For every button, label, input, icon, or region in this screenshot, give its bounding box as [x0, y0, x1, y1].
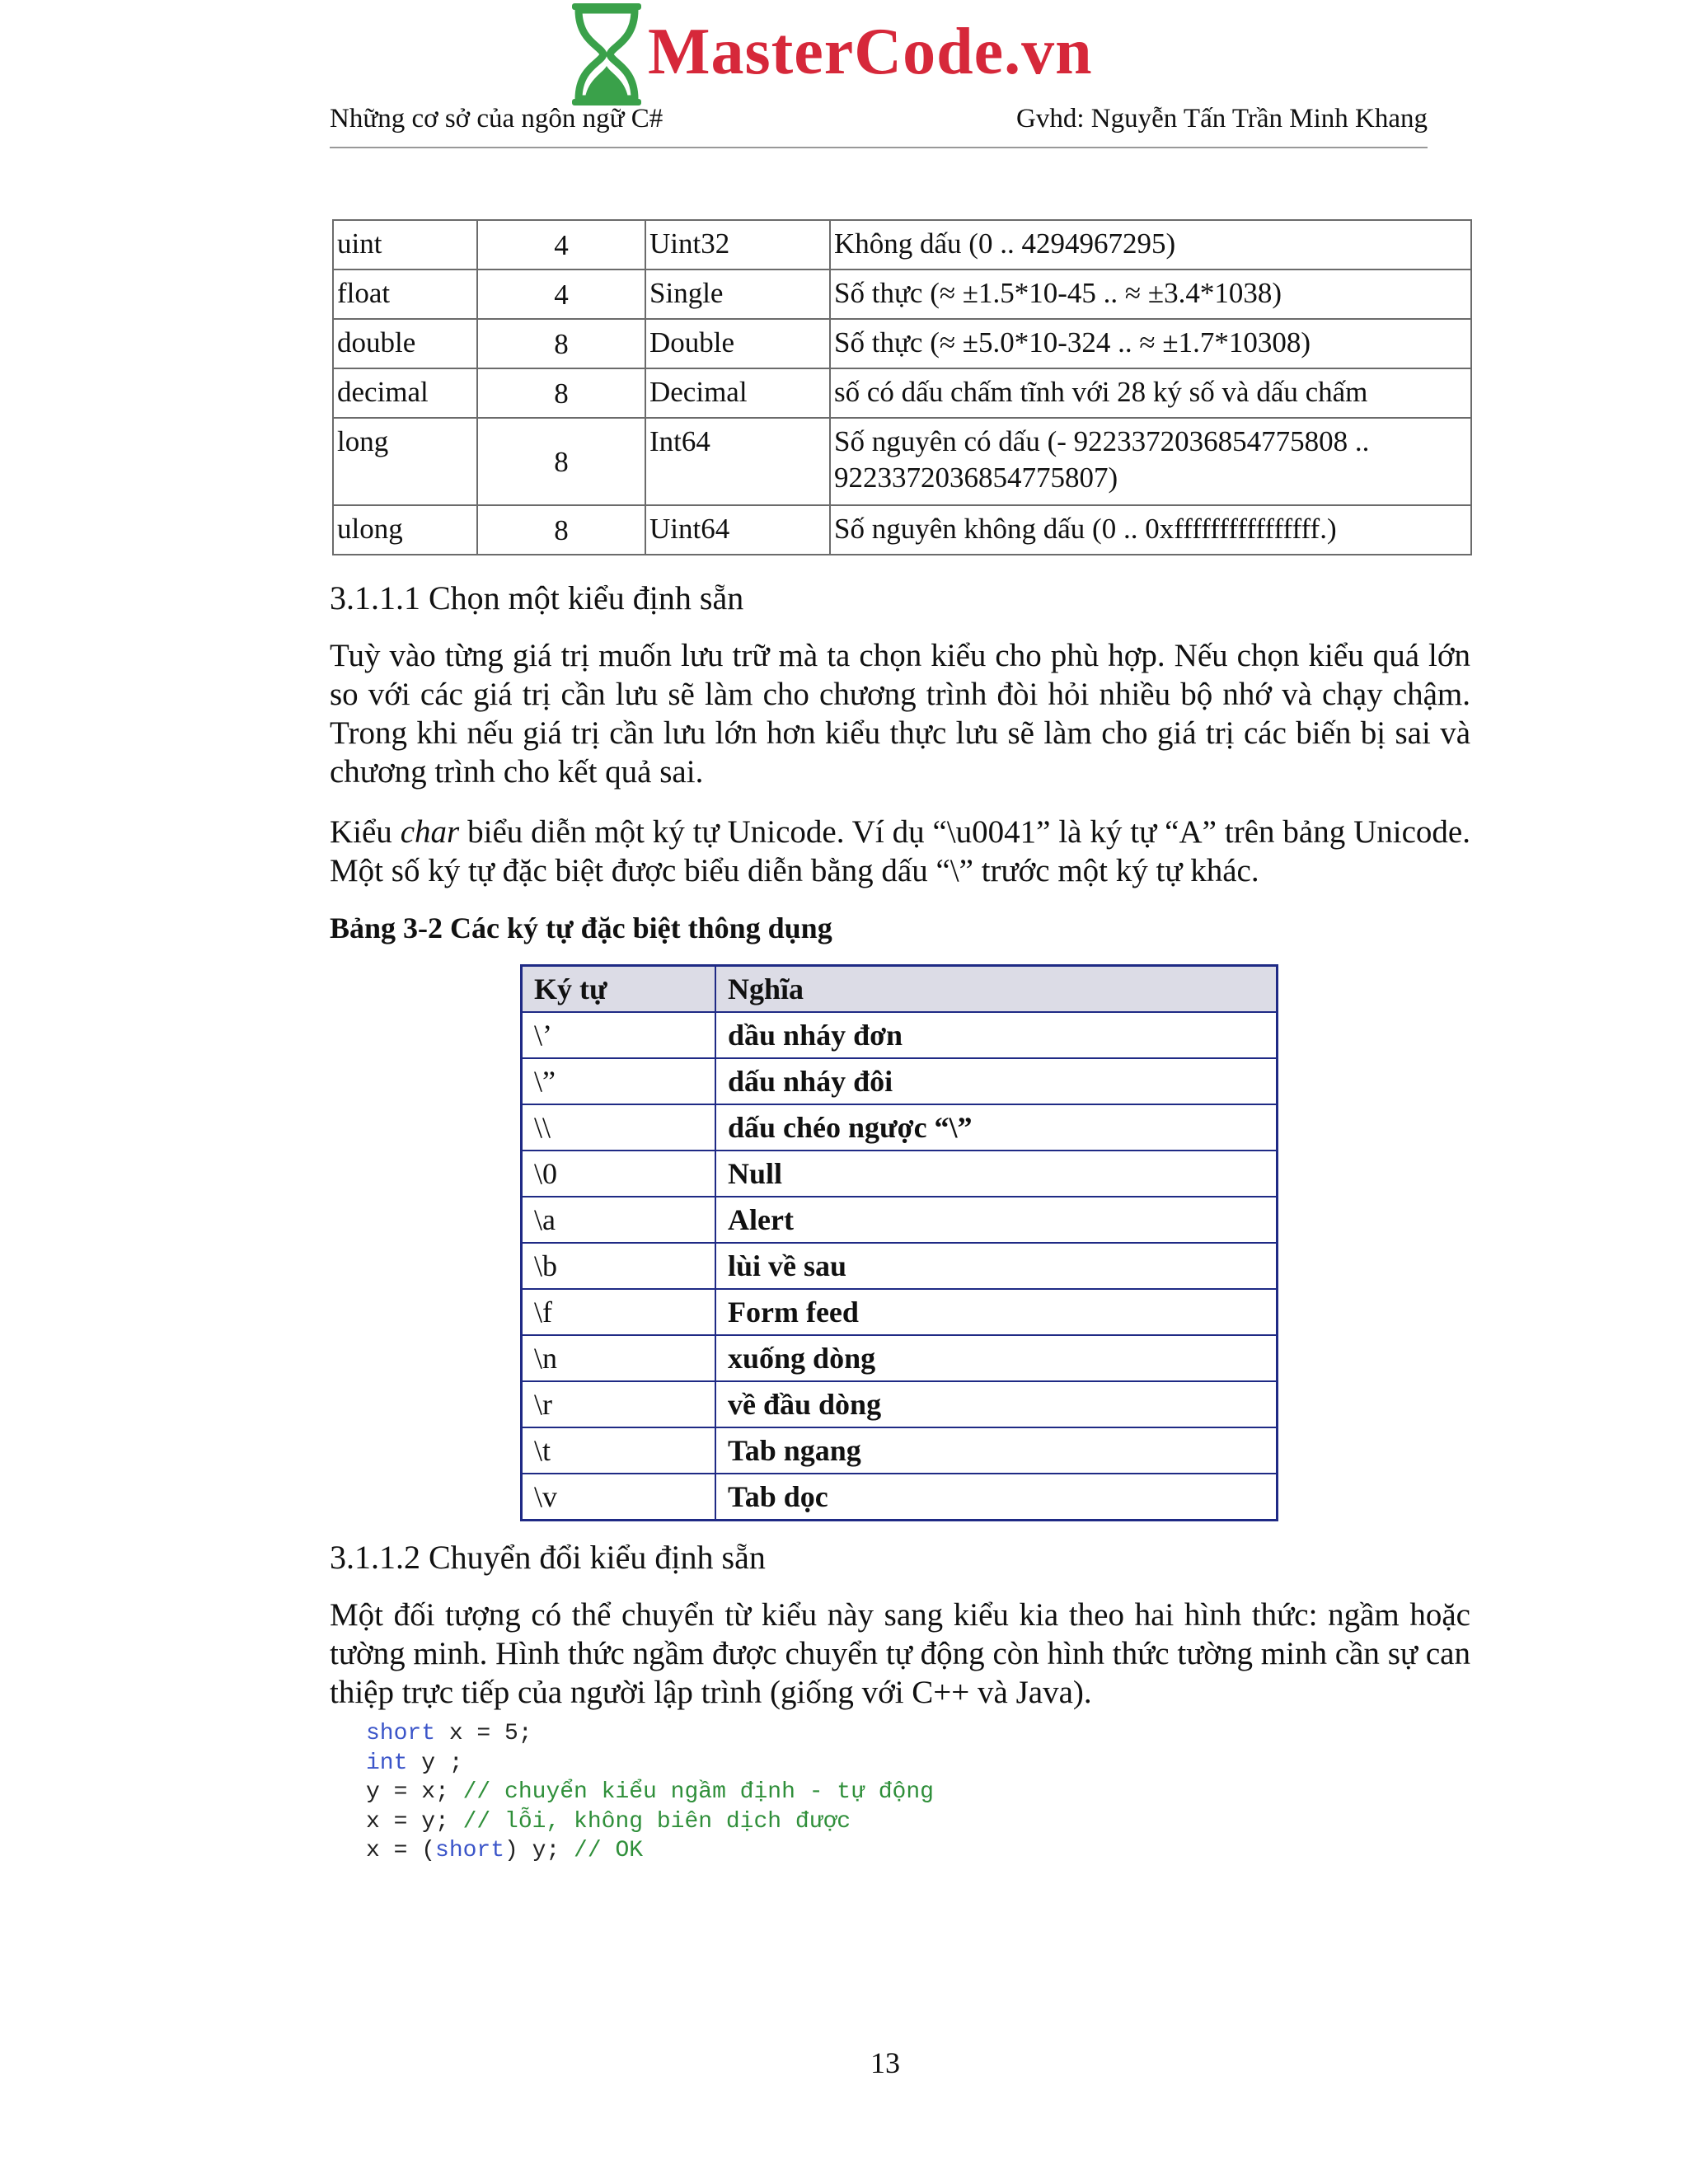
code-text: x = 5;: [435, 1721, 532, 1746]
escape-char-cell: \b: [522, 1243, 716, 1289]
meaning-cell: dầu nháy đơn: [715, 1012, 1278, 1058]
dotnet-type-cell: Uint64: [645, 505, 830, 555]
type-cell: decimal: [333, 368, 477, 418]
dotnet-type-cell: Single: [645, 269, 830, 319]
meaning-cell: dấu nháy đôi: [715, 1058, 1278, 1104]
column-header: Nghĩa: [715, 966, 1278, 1013]
table-row: [522, 1197, 1278, 1243]
table-row: [333, 269, 1471, 319]
table-row: [333, 418, 1471, 505]
meaning-cell: về đầu dòng: [715, 1381, 1278, 1427]
table-row: [333, 505, 1471, 555]
table-row: [522, 1289, 1278, 1335]
code-comment: // OK: [574, 1838, 644, 1863]
meaning-cell: dấu chéo ngược “\”: [715, 1104, 1278, 1151]
type-cell: float: [333, 269, 477, 319]
size-cell: 8: [477, 319, 645, 368]
code-text: y ;: [407, 1750, 463, 1776]
description-cell: số có dấu chấm tĩnh với 28 ký số và dấu chấm: [830, 368, 1471, 418]
page-number: 13: [870, 2046, 900, 2079]
description-cell: Số thực (≈ ±1.5*10-45 .. ≈ ±3.4*1038): [830, 269, 1471, 319]
table-row: [522, 1243, 1278, 1289]
paragraph-char-type: [330, 813, 1470, 890]
description-cell: Không dấu (0 .. 4294967295): [830, 220, 1471, 269]
italic-term: char: [400, 814, 460, 850]
paragraph: Tuỳ vào từng giá trị muốn lưu trữ mà ta chọn kiểu cho phù hợp. Nếu chọn kiểu quá lớn so với các giá trị cần lưu sẽ làm cho chương trình đòi hỏi nhiều bộ nhớ và chạy chậm. Trong khi nếu giá trị cần lưu lớn hơn kiểu thực lưu sẽ làm cho giá trị các biến bị sai và chương trình cho kết quả sai.: [330, 638, 1470, 790]
size-cell: 8: [477, 368, 645, 418]
header-book-title: Những cơ sở của ngôn ngữ C#: [330, 104, 663, 134]
escape-char-cell: \f: [522, 1289, 716, 1335]
size-cell: 4: [477, 269, 645, 319]
table-row: [333, 368, 1471, 418]
type-cell: double: [333, 319, 477, 368]
header-divider: [330, 147, 1428, 148]
meaning-cell: Tab dọc: [715, 1474, 1278, 1521]
meaning-cell: Form feed: [715, 1289, 1278, 1335]
table-row: [522, 1335, 1278, 1381]
escape-char-cell: \\: [522, 1104, 716, 1151]
types-table: [332, 219, 1472, 555]
table-row: [522, 1104, 1278, 1151]
escape-char-cell: \t: [522, 1427, 716, 1474]
column-header: Ký tự: [522, 966, 716, 1013]
hourglass-icon: [565, 0, 648, 109]
table-header-row: [522, 966, 1278, 1013]
size-cell: 4: [477, 220, 645, 269]
code-text: y = x;: [366, 1779, 463, 1805]
logo-text: MasterCode.vn: [648, 16, 1093, 88]
dotnet-type-cell: Int64: [645, 418, 830, 505]
table-row: [333, 319, 1471, 368]
table-row: [522, 1058, 1278, 1104]
escape-char-cell: \n: [522, 1335, 716, 1381]
dotnet-type-cell: Double: [645, 319, 830, 368]
table-row: [333, 220, 1471, 269]
paragraph: Một đối tượng có thể chuyển từ kiểu này sang kiểu kia theo hai hình thức: ngầm hoặc tường minh. Hình thức ngầm được chuyển tự động còn hình thức tường minh cần sự can thiệp trực tiếp của người lập trình (giống với C++ và Java).: [330, 1597, 1470, 1710]
escape-sequence-table: [520, 964, 1278, 1521]
header-author: Gvhd: Nguyễn Tấn Trần Minh Khang: [1016, 104, 1428, 134]
code-text: x = y;: [366, 1808, 463, 1835]
escape-char-cell: \v: [522, 1474, 716, 1521]
type-cell: uint: [333, 220, 477, 269]
size-cell: 8: [477, 418, 645, 505]
escape-char-cell: \r: [522, 1381, 716, 1427]
description-cell: Số thực (≈ ±5.0*10-324 .. ≈ ±1.7*10308): [830, 319, 1471, 368]
code-comment: // lỗi, không biên dịch được: [462, 1808, 851, 1835]
meaning-cell: lùi về sau: [715, 1243, 1278, 1289]
code-text: ) y;: [504, 1838, 574, 1863]
meaning-cell: Tab ngang: [715, 1427, 1278, 1474]
type-cell: ulong: [333, 505, 477, 555]
text-run: biểu diễn một ký tự Unicode. Ví dụ “\u0041” là ký tự “A” trên bảng Unicode. Một số ký tự đặc biệt được biểu diễn bằng dấu “\” trước một ký tự khác.: [330, 814, 1470, 888]
escape-char-cell: \0: [522, 1151, 716, 1197]
code-text: x = (: [366, 1838, 436, 1863]
section-heading: 3.1.1.2 Chuyển đổi kiểu định sẵn: [330, 1539, 766, 1576]
code-block: [366, 1719, 934, 1866]
type-cell: long: [333, 418, 477, 505]
meaning-cell: xuống dòng: [715, 1335, 1278, 1381]
table-row: [522, 1012, 1278, 1058]
code-keyword: short: [366, 1721, 436, 1746]
code-keyword: short: [435, 1838, 505, 1863]
meaning-cell: Alert: [715, 1197, 1278, 1243]
text-run: Kiểu: [330, 814, 401, 850]
table-row: [522, 1427, 1278, 1474]
dotnet-type-cell: Uint32: [645, 220, 830, 269]
dotnet-type-cell: Decimal: [645, 368, 830, 418]
table-caption: Bảng 3-2 Các ký tự đặc biệt thông dụng: [330, 912, 832, 944]
meaning-cell: Null: [715, 1151, 1278, 1197]
table-row: [522, 1381, 1278, 1427]
size-cell: 8: [477, 505, 645, 555]
description-cell: Số nguyên có dấu (- 9223372036854775808 .. 9223372036854775807): [830, 418, 1471, 505]
table-row: [522, 1151, 1278, 1197]
code-keyword: int: [366, 1750, 408, 1776]
escape-char-cell: \’: [522, 1012, 716, 1058]
code-comment: // chuyển kiểu ngầm định - tự động: [462, 1779, 934, 1805]
section-heading: 3.1.1.1 Chọn một kiểu định sẵn: [330, 579, 744, 616]
table-row: [522, 1474, 1278, 1521]
escape-char-cell: \a: [522, 1197, 716, 1243]
escape-char-cell: \”: [522, 1058, 716, 1104]
description-cell: Số nguyên không dấu (0 .. 0xffffffffffffffff.): [830, 505, 1471, 555]
